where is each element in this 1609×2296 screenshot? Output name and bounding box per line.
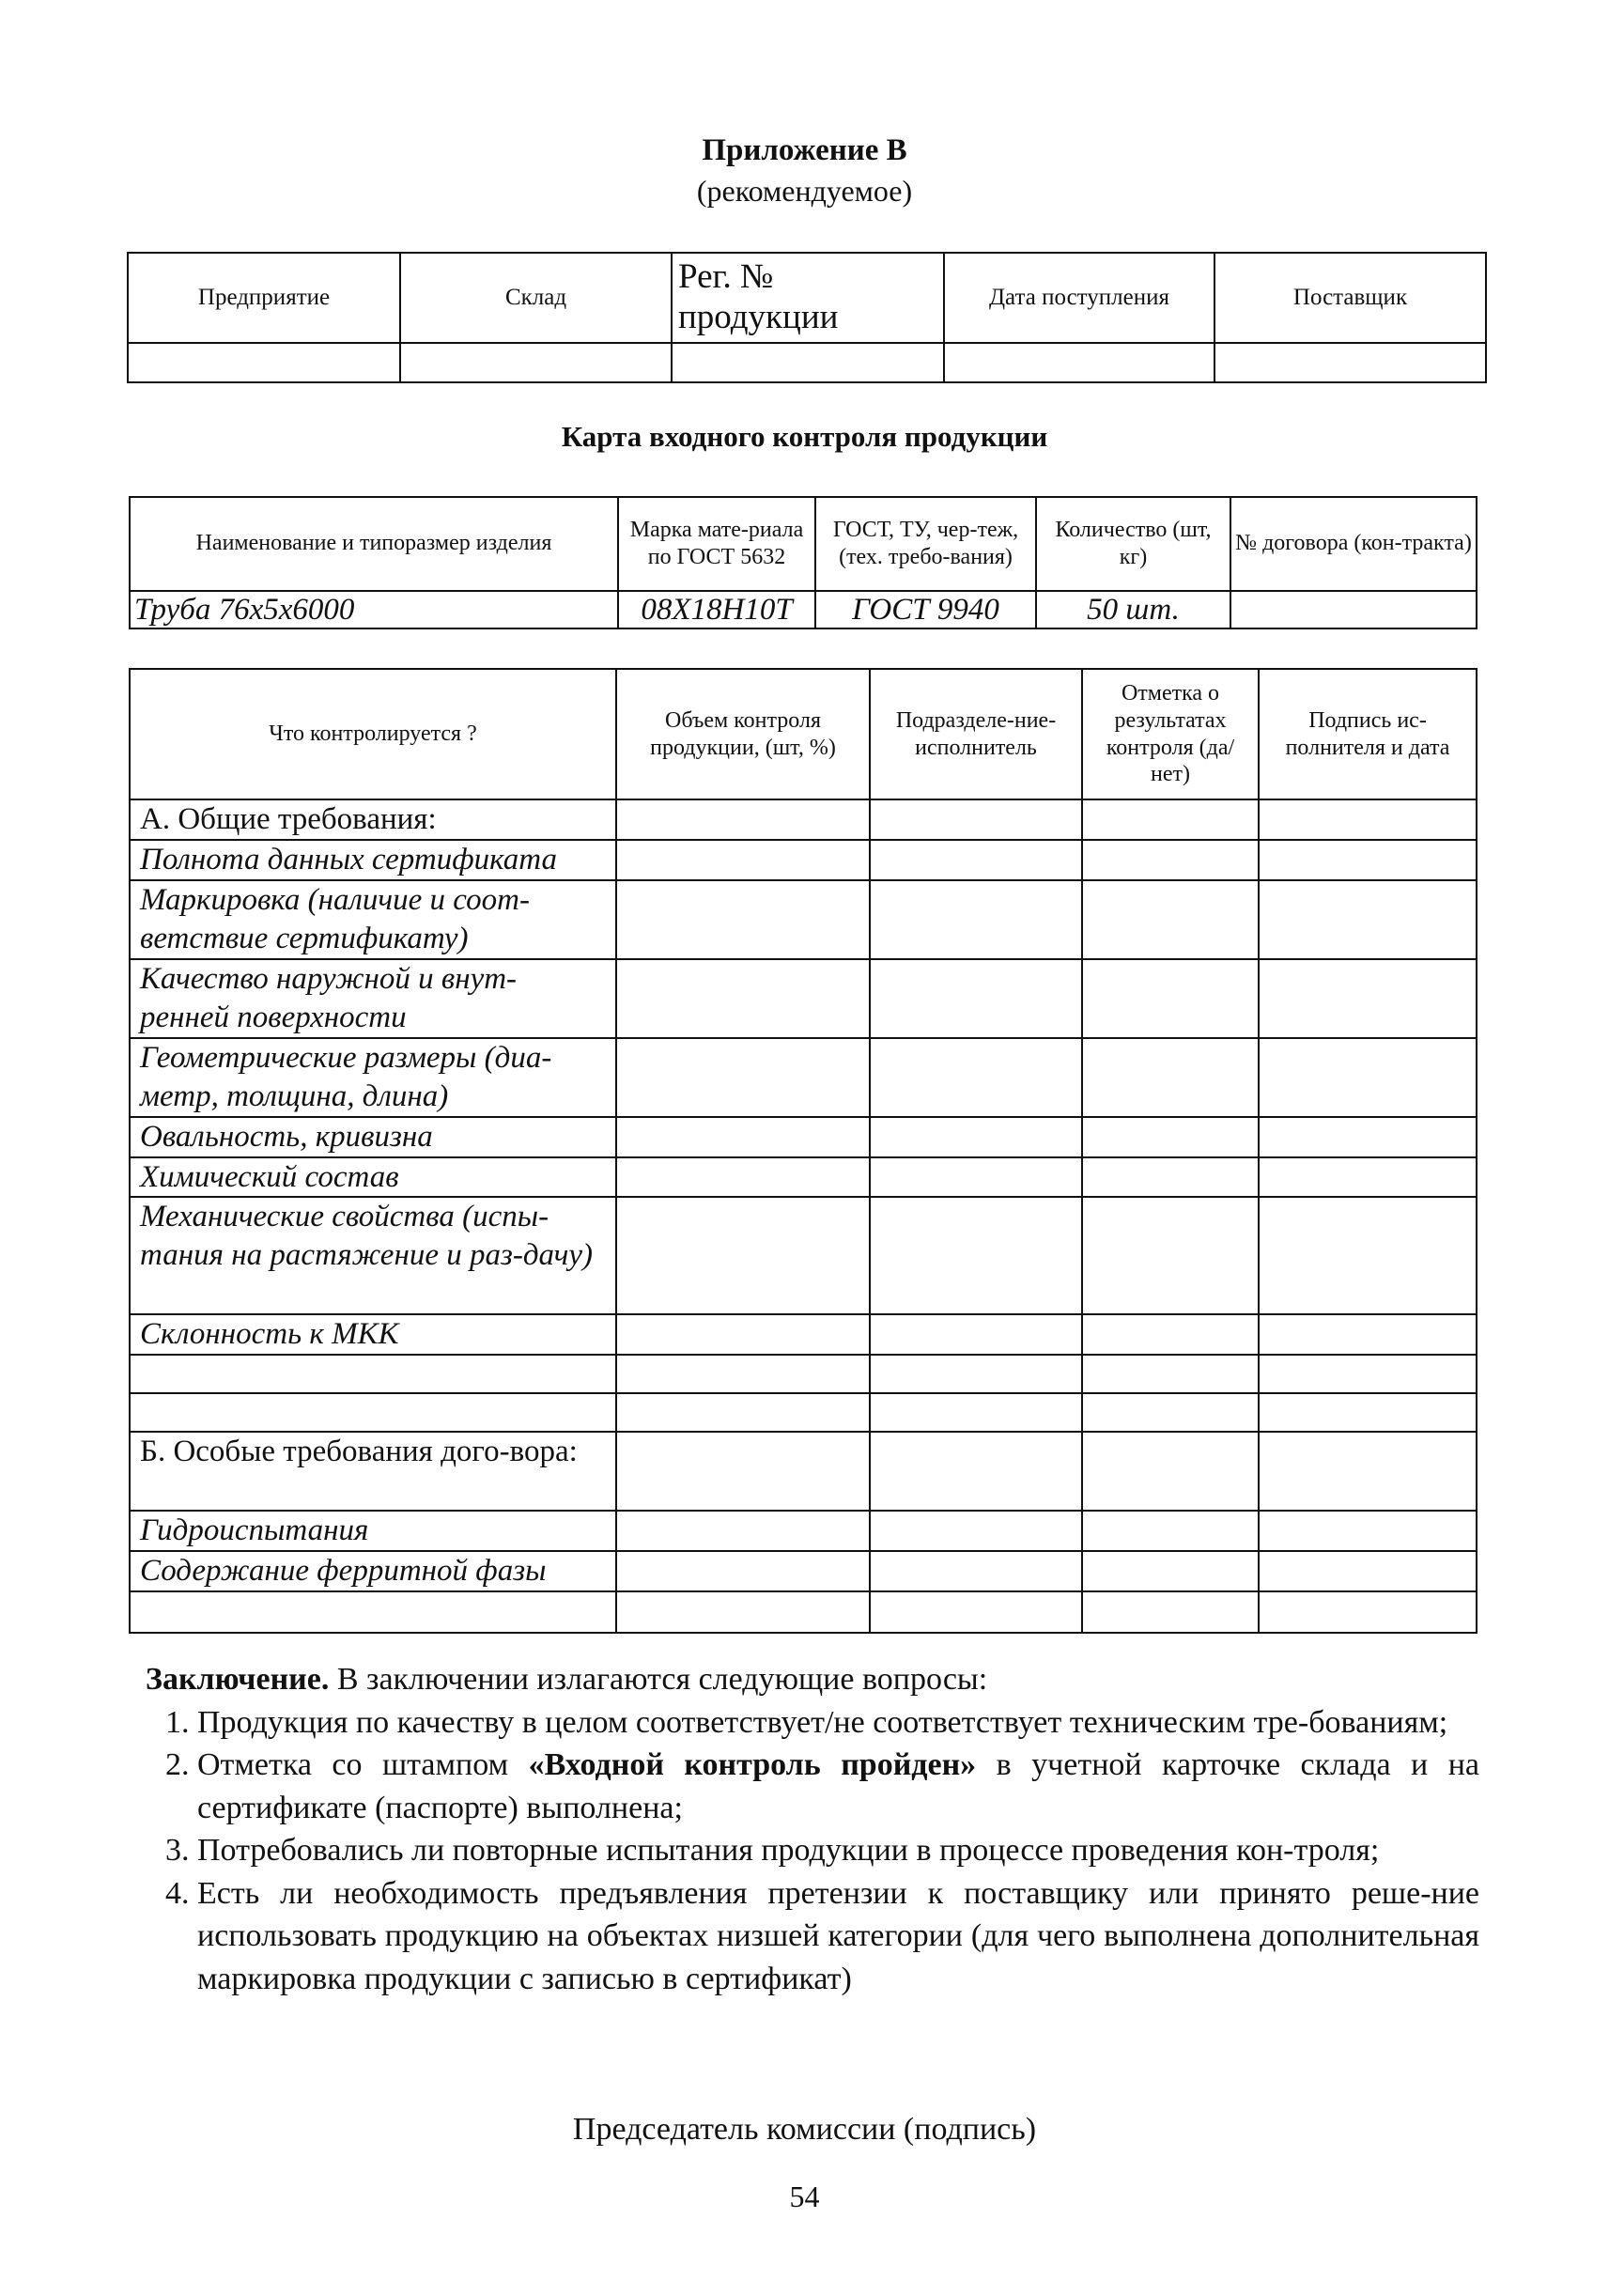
empty-cell [1259,1355,1477,1393]
empty-cell [1082,1038,1259,1117]
header-contract-number: № договора (кон-тракта) [1230,497,1477,591]
control-row [130,840,1477,880]
empty-cell [130,1355,616,1393]
empty-cell [870,959,1082,1038]
enterprise-header-row [128,253,1486,343]
control-item: Механические свойства (испы-тания на растяжение и раз-дачу) [130,1197,616,1314]
empty-cell [1082,1355,1259,1393]
empty-cell [400,343,672,382]
empty-cell [616,1038,870,1117]
empty-cell [1259,1038,1477,1117]
conclusion-item-text: Отметка со штампом [197,1747,529,1783]
header-result-mark: Отметка о результатах контроля (да/нет) [1082,669,1259,799]
empty-cell [130,1591,616,1633]
empty-cell [870,1038,1082,1117]
appendix-subtitle: (рекомендуемое) [696,174,913,208]
header-control-volume: Объем контроля продукции, (шт, %) [616,669,870,799]
control-row [130,959,1477,1038]
empty-cell [1259,880,1477,959]
empty-cell [870,1157,1082,1198]
empty-cell [1082,1314,1259,1355]
empty-cell [870,1393,1082,1432]
empty-cell [616,959,870,1038]
empty-cell [672,343,944,382]
product-table [129,496,1477,629]
header-department: Подразделе-ние-исполнитель [870,669,1082,799]
control-row [130,1551,1477,1591]
empty-cell [870,840,1082,880]
empty-cell [616,1117,870,1157]
empty-cell [870,1511,1082,1551]
conclusion-intro [146,1658,1479,1701]
empty-cell [870,1314,1082,1355]
empty-cell [1259,1432,1477,1511]
material-grade-value: 08Х18Н10Т [618,591,815,628]
contract-number-value [1230,591,1477,628]
product-header-row [130,497,1477,591]
conclusion-intro-text: В заключении излагаются следующие вопросы: [329,1662,988,1697]
control-row [130,1197,1477,1314]
control-row [130,1038,1477,1117]
empty-cell [870,880,1082,959]
empty-cell [1259,1551,1477,1591]
header-reg-number: Рег. № продукции [672,253,944,343]
empty-cell [616,1511,870,1551]
empty-cell [870,1197,1082,1314]
empty-cell [616,1591,870,1633]
empty-cell [130,1393,616,1432]
empty-cell [870,1432,1082,1511]
empty-cell [616,1551,870,1591]
control-item: Качество наружной и внут-ренней поверхности [130,959,616,1038]
empty-cell [1259,1393,1477,1432]
empty-cell [616,1314,870,1355]
control-item: Полнота данных сертификата [130,840,616,880]
header-signature-date: Подпись ис-полнителя и дата [1259,669,1477,799]
header-enterprise: Предприятие [128,253,400,343]
enterprise-empty-row [128,343,1486,382]
control-empty-row [130,1393,1477,1432]
control-item: Гидроиспытания [130,1511,616,1551]
empty-cell [1259,1314,1477,1355]
empty-cell [1082,1393,1259,1432]
header-what-controlled: Что контролируется ? [130,669,616,799]
signature-line: Председатель комиссии (подпись) [572,2112,1037,2147]
empty-cell [1259,1197,1477,1314]
conclusion-item: 1. Продукция по качеству в целом соответствует/не соответствует техническим тре-бованиям; [197,1701,1479,1745]
control-item: Склонность к МКК [130,1314,616,1355]
control-empty-row [130,1591,1477,1633]
empty-cell [1082,1157,1259,1198]
empty-cell [1259,1157,1477,1198]
product-data-row [130,591,1477,628]
empty-cell [1082,1511,1259,1551]
appendix-title: Приложение В [702,133,907,167]
control-row [130,1511,1477,1551]
empty-cell [128,343,400,382]
empty-cell [1259,1511,1477,1551]
empty-cell [1082,840,1259,880]
control-row [130,1432,1477,1511]
conclusion-item: 4. Есть ли необходимость предъявления претензии к поставщику или принято реше-ние использовать продукцию на объектах низшей категории (для чего выполнена дополнительная маркировка продукции с записью в сертификат) [197,1872,1479,2001]
header-standard: ГОСТ, ТУ, чер-теж, (тех. требо-вания) [815,497,1036,591]
empty-cell [1082,1591,1259,1633]
conclusion-item [197,1744,1479,1829]
control-item: Химический состав [130,1157,616,1198]
empty-cell [1082,1117,1259,1157]
control-header-row [130,669,1477,799]
control-item: Овальность, кривизна [130,1117,616,1157]
conclusion-list [146,1701,1479,2001]
empty-cell [616,799,870,840]
control-empty-row [130,1355,1477,1393]
empty-cell [870,1591,1082,1633]
empty-cell [616,840,870,880]
header-warehouse: Склад [400,253,672,343]
empty-cell [1259,959,1477,1038]
empty-cell [944,343,1214,382]
empty-cell [616,1432,870,1511]
control-item: Содержание ферритной фазы [130,1551,616,1591]
page-number: 54 [789,2180,820,2213]
header-material-grade: Марка мате-риала по ГОСТ 5632 [618,497,815,591]
control-table [129,668,1477,1634]
empty-cell [1259,840,1477,880]
empty-cell [616,880,870,959]
enterprise-table [127,252,1487,383]
empty-cell [1082,1432,1259,1511]
empty-cell [870,1117,1082,1157]
conclusion-label: Заключение. [146,1662,330,1697]
empty-cell [616,1157,870,1198]
empty-cell [1082,959,1259,1038]
empty-cell [1082,1551,1259,1591]
conclusion-item-text: в учетной карточке склада и на сертификате (паспорте) выполнена; [197,1747,1480,1825]
control-item: Геометрические размеры (диа-метр, толщина, длина) [130,1038,616,1117]
empty-cell [1082,799,1259,840]
header-supplier: Поставщик [1214,253,1486,343]
control-row [130,1314,1477,1355]
header-quantity: Количество (шт, кг) [1036,497,1230,591]
special-requirements-heading: Б. Особые требования дого-вора: [130,1432,616,1511]
standard-value: ГОСТ 9940 [815,591,1036,628]
empty-cell [870,799,1082,840]
empty-cell [870,1355,1082,1393]
empty-cell [1259,1591,1477,1633]
empty-cell [616,1355,870,1393]
control-row [130,799,1477,840]
empty-cell [1082,1197,1259,1314]
conclusion-section [146,1658,1479,2000]
quantity-value: 50 шт. [1036,591,1230,628]
control-row [130,880,1477,959]
empty-cell [1082,880,1259,959]
empty-cell [616,1393,870,1432]
card-title: Карта входного контроля продукции [561,420,1048,453]
empty-cell [1259,799,1477,840]
empty-cell [616,1197,870,1314]
empty-cell [870,1551,1082,1591]
general-requirements-heading: А. Общие требования: [130,799,616,840]
empty-cell [1259,1117,1477,1157]
empty-cell [1214,343,1486,382]
header-arrival-date: Дата поступления [944,253,1214,343]
product-name-value: Труба 76х5х6000 [130,591,618,628]
header-product-name: Наименование и типоразмер изделия [130,497,618,591]
stamp-text: «Входной контроль пройден» [528,1747,977,1783]
conclusion-item: 3. Потребовались ли повторные испытания продукции в процессе проведения кон-троля; [197,1829,1479,1872]
control-item: Маркировка (наличие и соот-ветствие сертификату) [130,880,616,959]
control-row [130,1157,1477,1198]
control-row [130,1117,1477,1157]
